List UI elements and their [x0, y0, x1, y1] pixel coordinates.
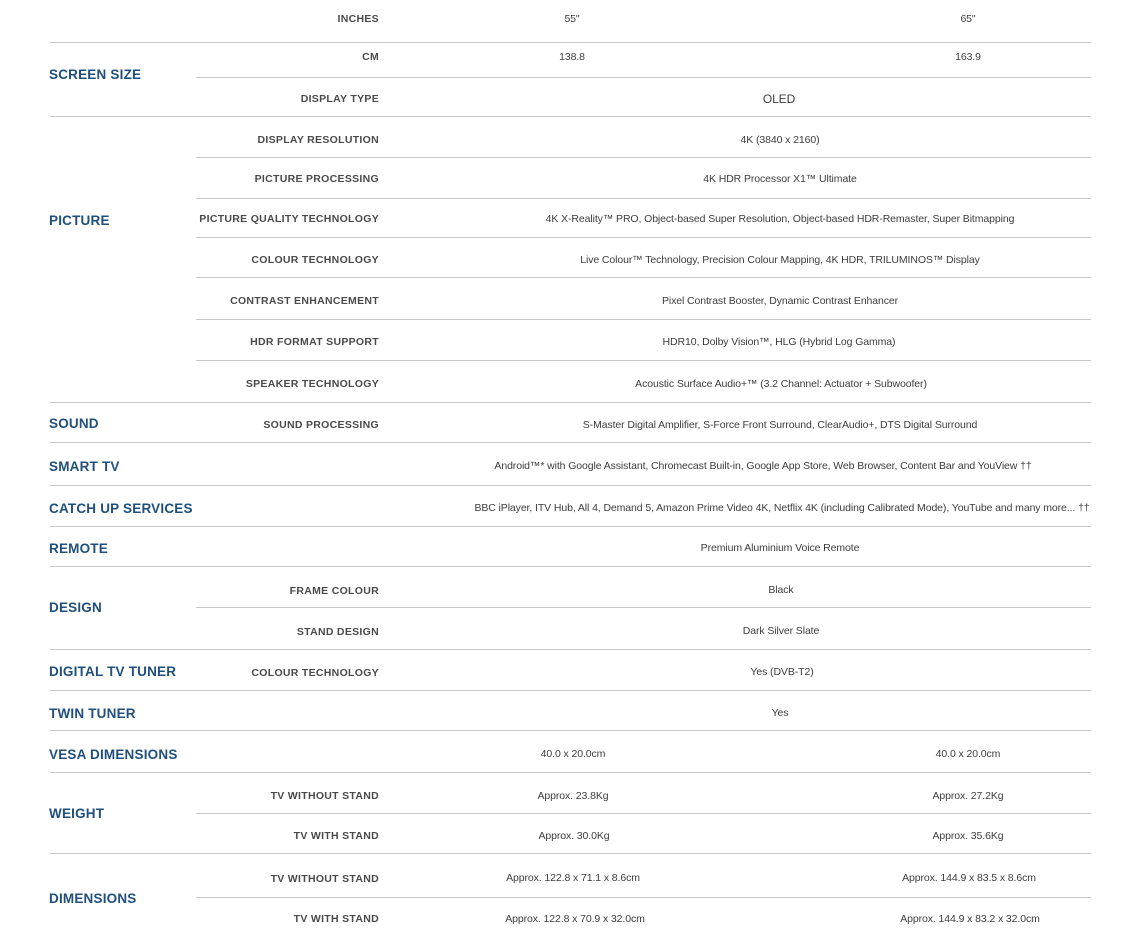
label-speaker-technology: SPEAKER TECHNOLOGY — [245, 378, 379, 390]
row-divider — [196, 277, 1091, 278]
label-inches: INCHES — [337, 13, 379, 25]
value-catch-up-services: BBC iPlayer, ITV Hub, All 4, Demand 5, Amazon Prime Video 4K, Netflix 4K (including Calibrated Mode), YouTube and many more... †† — [474, 502, 1090, 514]
row-divider — [196, 157, 1091, 158]
value-55-vesa: 40.0 x 20.0cm — [540, 748, 606, 760]
label-cm: CM — [362, 51, 379, 63]
value-55-dimensions-without-stand: Approx. 122.8 x 71.1 x 8.6cm — [506, 872, 640, 884]
value-65-dimensions-with-stand: Approx. 144.9 x 83.2 x 32.0cm — [900, 913, 1040, 925]
row-divider — [196, 77, 1091, 78]
row-divider — [50, 730, 1091, 731]
value-digital-tv-tuner: Yes (DVB-T2) — [750, 666, 814, 678]
label-dimensions-with-stand: TV WITH STAND — [293, 913, 379, 925]
value-55-cm: 138.8 — [559, 51, 585, 63]
row-divider — [50, 853, 1091, 854]
label-display-resolution: DISPLAY RESOLUTION — [257, 134, 379, 146]
label-stand-design: STAND DESIGN — [296, 626, 379, 638]
value-55-weight-without-stand: Approx. 23.8Kg — [537, 790, 609, 802]
label-hdr-format-support: HDR FORMAT SUPPORT — [250, 336, 379, 348]
value-55-weight-with-stand: Approx. 30.0Kg — [538, 830, 610, 842]
row-divider — [50, 566, 1091, 567]
row-divider — [196, 360, 1091, 361]
label-display-type: DISPLAY TYPE — [300, 93, 379, 105]
label-tuner-colour-technology: COLOUR TECHNOLOGY — [251, 667, 379, 679]
label-colour-technology: COLOUR TECHNOLOGY — [251, 254, 379, 266]
value-frame-colour: Black — [768, 584, 794, 596]
value-65-cm: 163.9 — [955, 51, 981, 63]
category-picture: PICTURE — [49, 213, 110, 228]
row-divider — [50, 442, 1091, 443]
value-picture-quality-technology: 4K X-Reality™ PRO, Object-based Super Resolution, Object-based HDR-Remaster, Super Bitmapping — [545, 213, 1015, 225]
value-65-dimensions-without-stand: Approx. 144.9 x 83.5 x 8.6cm — [902, 872, 1036, 884]
value-65-inches: 65" — [960, 13, 976, 25]
row-divider — [196, 198, 1091, 199]
value-display-type: OLED — [762, 92, 796, 106]
value-remote: Premium Aluminium Voice Remote — [700, 542, 860, 554]
row-divider — [196, 319, 1091, 320]
row-divider — [50, 42, 1091, 43]
value-smart-tv: Android™* with Google Assistant, Chromecast Built-in, Google App Store, Web Browser, Content Bar and YouView †† — [494, 460, 1032, 472]
category-dimensions: DIMENSIONS — [49, 891, 137, 906]
value-hdr-format-support: HDR10, Dolby Vision™, HLG (Hybrid Log Gamma) — [662, 336, 896, 348]
category-twin-tuner: TWIN TUNER — [49, 706, 136, 721]
value-sound-processing: S-Master Digital Amplifier, S-Force Front Surround, ClearAudio+, DTS Digital Surround — [582, 419, 978, 431]
value-colour-technology: Live Colour™ Technology, Precision Colour Mapping, 4K HDR, TRILUMINOS™ Display — [580, 254, 980, 266]
row-divider — [196, 813, 1091, 814]
category-design: DESIGN — [49, 600, 102, 615]
row-divider — [50, 526, 1091, 527]
category-screen-size: SCREEN SIZE — [49, 67, 142, 82]
value-55-inches: 55" — [564, 13, 580, 25]
category-weight: WEIGHT — [49, 806, 105, 821]
row-divider — [50, 649, 1091, 650]
value-65-weight-without-stand: Approx. 27.2Kg — [932, 790, 1004, 802]
value-contrast-enhancement: Pixel Contrast Booster, Dynamic Contrast Enhancer — [661, 295, 899, 307]
label-picture-quality-technology: PICTURE QUALITY TECHNOLOGY — [199, 213, 379, 225]
value-picture-processing: 4K HDR Processor X1™ Ultimate — [703, 173, 857, 185]
row-divider — [196, 897, 1091, 898]
row-divider — [50, 402, 1091, 403]
label-picture-processing: PICTURE PROCESSING — [254, 173, 379, 185]
category-vesa-dimensions: VESA DIMENSIONS — [49, 747, 178, 762]
value-65-vesa: 40.0 x 20.0cm — [935, 748, 1001, 760]
category-catch-up-services: CATCH UP SERVICES — [49, 501, 193, 516]
category-smart-tv: SMART TV — [49, 459, 120, 474]
category-remote: REMOTE — [49, 541, 108, 556]
value-65-weight-with-stand: Approx. 35.6Kg — [932, 830, 1004, 842]
row-divider — [50, 772, 1091, 773]
row-divider — [50, 485, 1091, 486]
value-stand-design: Dark Silver Slate — [742, 625, 820, 637]
category-digital-tv-tuner: DIGITAL TV TUNER — [49, 664, 177, 679]
row-divider — [196, 607, 1091, 608]
row-divider — [50, 690, 1091, 691]
value-55-dimensions-with-stand: Approx. 122.8 x 70.9 x 32.0cm — [505, 913, 645, 925]
value-speaker-technology: Acoustic Surface Audio+™ (3.2 Channel: Actuator + Subwoofer) — [635, 378, 927, 390]
label-frame-colour: FRAME COLOUR — [289, 585, 379, 597]
label-weight-without-stand: TV WITHOUT STAND — [270, 790, 379, 802]
row-divider — [196, 237, 1091, 238]
category-sound: SOUND — [49, 416, 99, 431]
label-dimensions-without-stand: TV WITHOUT STAND — [270, 873, 379, 885]
label-contrast-enhancement: CONTRAST ENHANCEMENT — [230, 295, 379, 307]
value-twin-tuner: Yes — [771, 707, 789, 719]
label-weight-with-stand: TV WITH STAND — [293, 830, 379, 842]
value-display-resolution: 4K (3840 x 2160) — [740, 134, 820, 146]
row-divider — [50, 116, 1091, 117]
label-sound-processing: SOUND PROCESSING — [263, 419, 379, 431]
